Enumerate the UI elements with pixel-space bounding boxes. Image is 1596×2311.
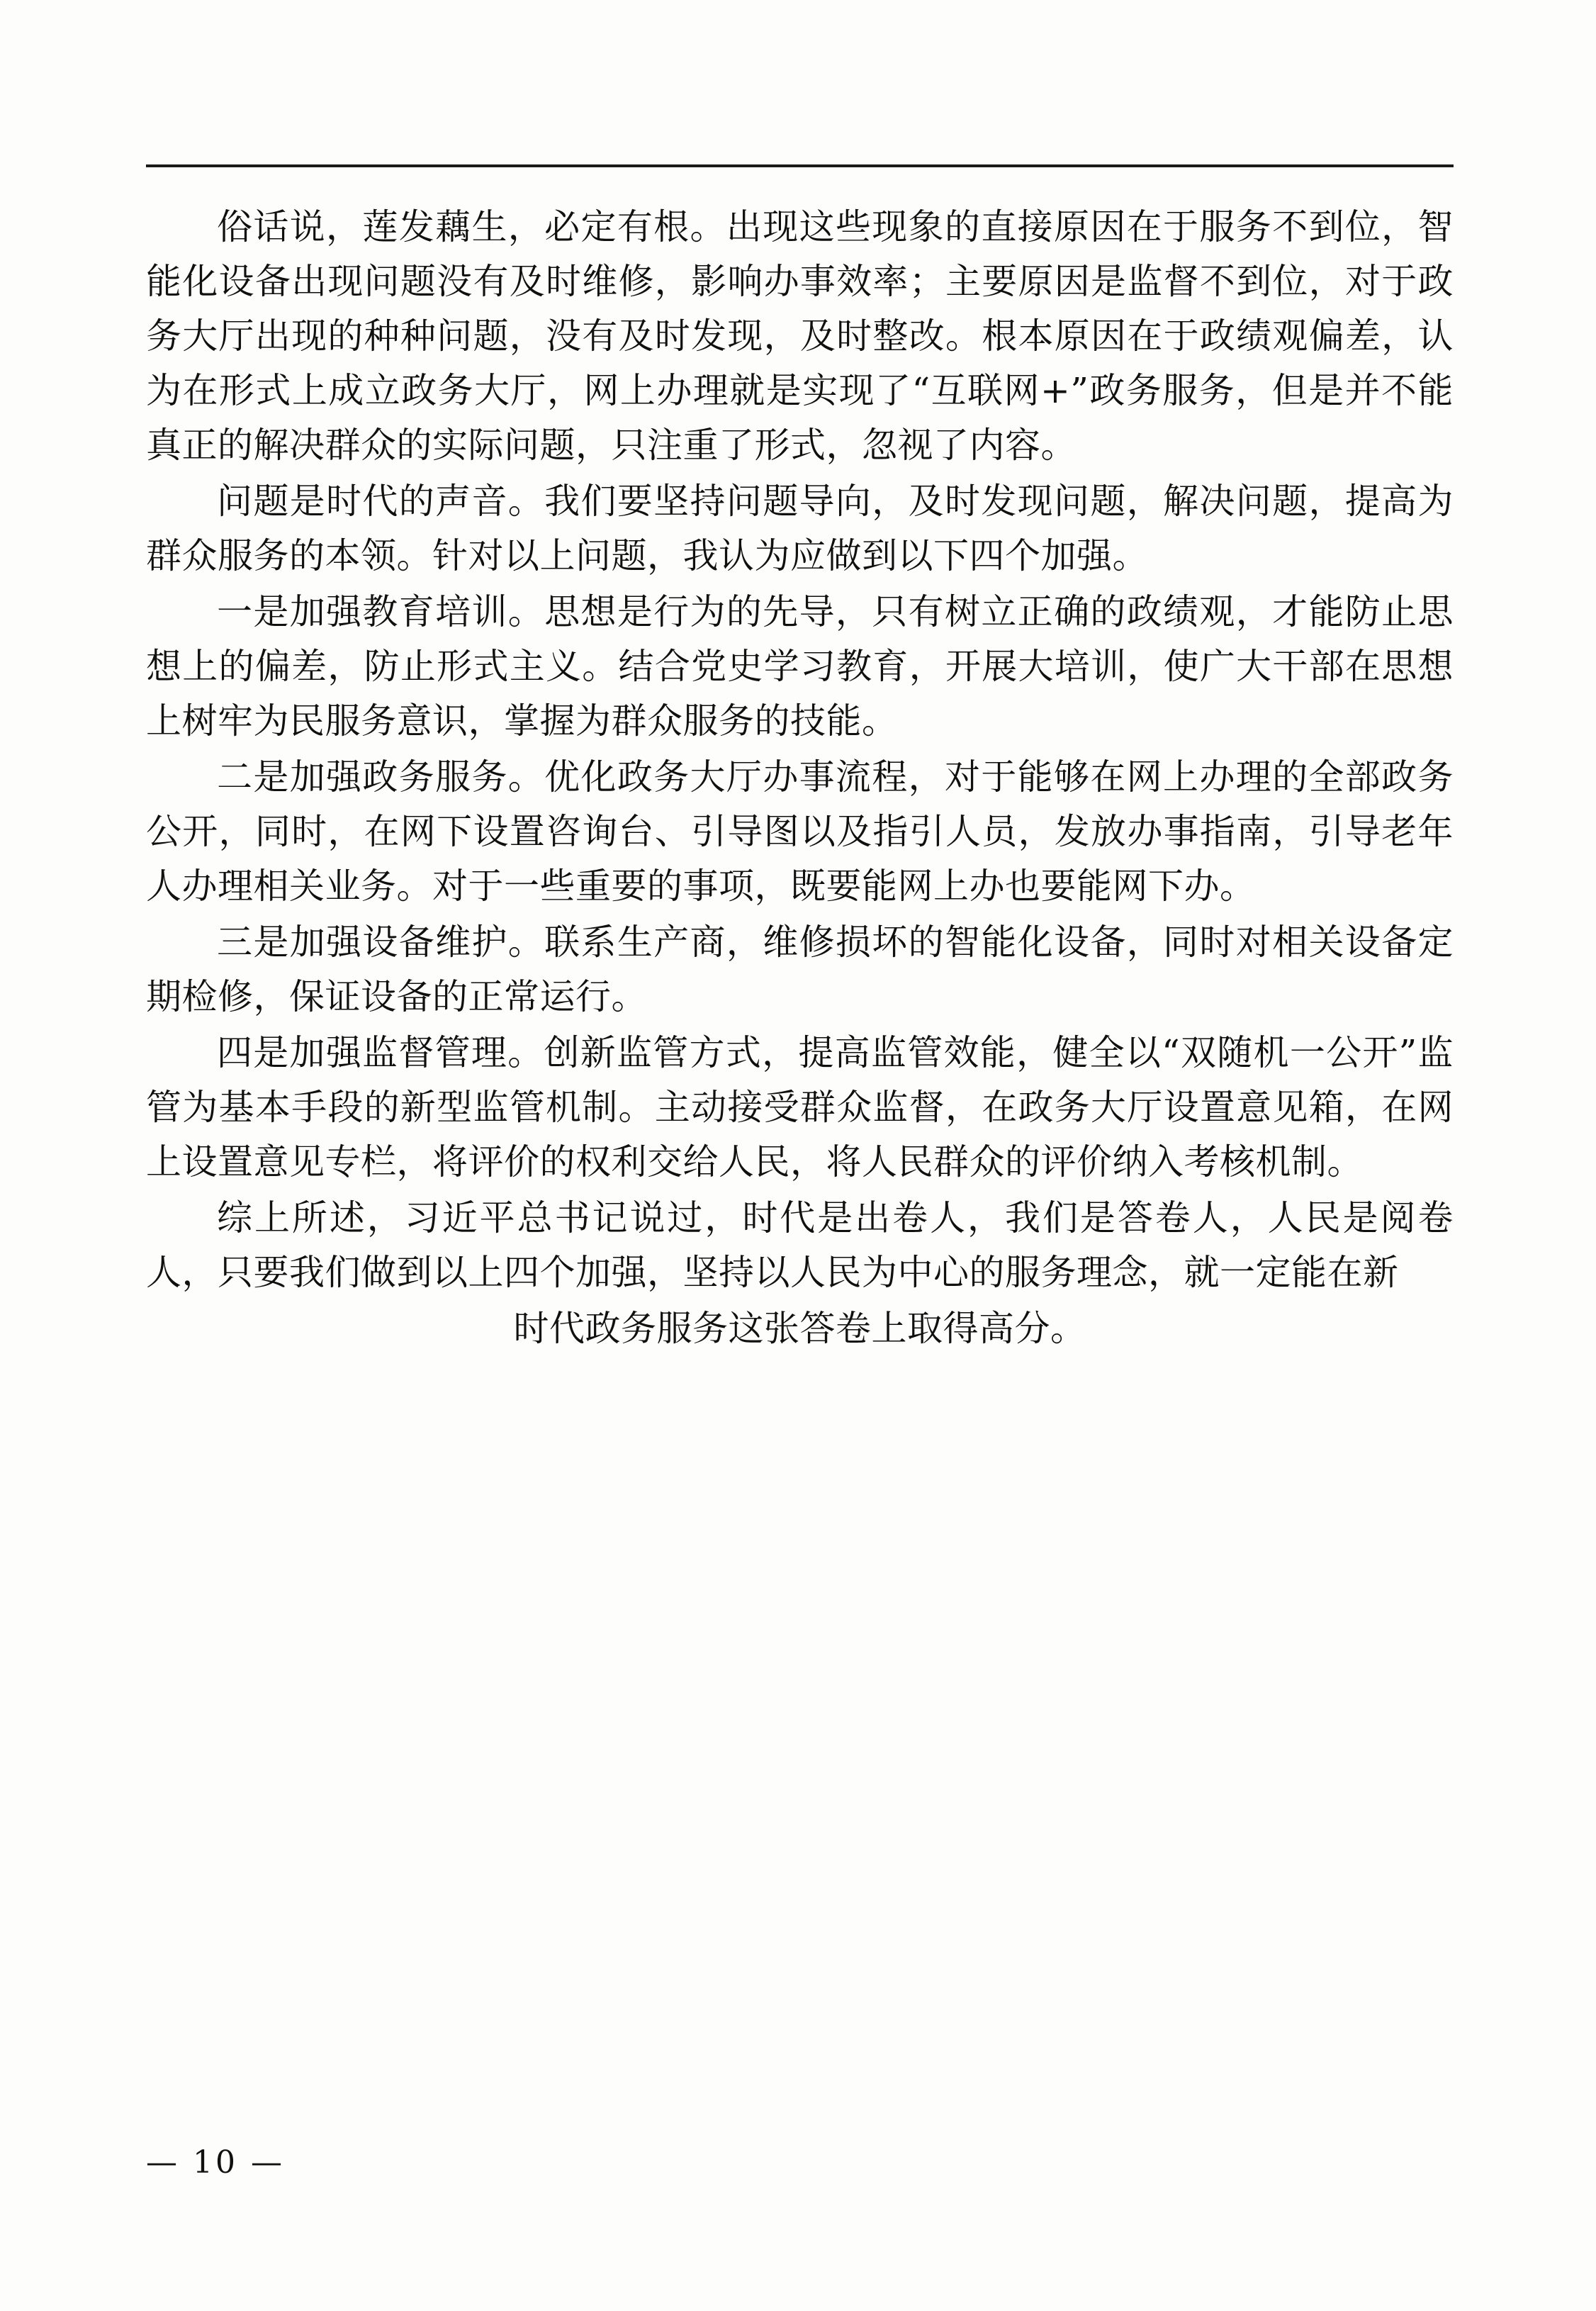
page-number: — 10 — bbox=[146, 2144, 285, 2181]
paragraph-1: 俗话说，莲发藕生，必定有根。出现这些现象的直接原因在于服务不到位，智能化设备出现问题没有及时维修，影响办事效率；主要原因是监督不到位，对于政务大厅出现的种种问题，没有及时发现，及时整改。根本原因在于政绩观偏差，认为在形式上成立政务大厅，网上办理就是实现了“互联网+”政务服务，但是并不能真正的解决群众的实际问题，只注重了形式，忽视了内容。 bbox=[146, 206, 1454, 466]
paragraph-6: 四是加强监督管理。创新监管方式，提高监管效能，健全以“双随机一公开”监管为基本手段的新型监管机制。主动接受群众监督，在政务大厅设置意见箱，在网上设置意见专栏，将评价的权利交给人民，将人民群众的评价纳入考核机制。 bbox=[146, 1032, 1454, 1182]
paragraph-4: 二是加强政务服务。优化政务大厅办事流程，对于能够在网上办理的全部政务公开，同时，在网下设置咨询台、引导图以及指引人员，发放办事指南，引导老年人办理相关业务。对于一些重要的事项，既要能网上办也要能网下办。 bbox=[146, 756, 1454, 907]
paragraph-8: 时代政务服务这张答卷上取得高分。 bbox=[513, 1308, 1086, 1349]
paragraph-7: 综上所述，习近平总书记说过，时代是出卷人，我们是答卷人，人民是阅卷人，只要我们做到以上四个加强，坚持以人民为中心的服务理念，就一定能在新 bbox=[146, 1197, 1454, 1293]
paragraph-2: 问题是时代的声音。我们要坚持问题导向，及时发现问题，解决问题，提高为群众服务的本领。针对以上问题，我认为应做到以下四个加强。 bbox=[146, 481, 1454, 576]
paragraph-3: 一是加强教育培训。思想是行为的先导，只有树立正确的政绩观，才能防止思想上的偏差，防止形式主义。结合党史学习教育，开展大培训，使广大干部在思想上树牢为民服务意识，掌握为群众服务的技能。 bbox=[146, 591, 1454, 742]
header-rule bbox=[146, 164, 1454, 167]
page-content-area bbox=[146, 164, 1454, 1358]
body-text bbox=[146, 200, 1454, 1356]
paragraph-5: 三是加强设备维护。联系生产商，维修损坏的智能化设备，同时对相关设备定期检修，保证设备的正常运行。 bbox=[146, 922, 1454, 1017]
